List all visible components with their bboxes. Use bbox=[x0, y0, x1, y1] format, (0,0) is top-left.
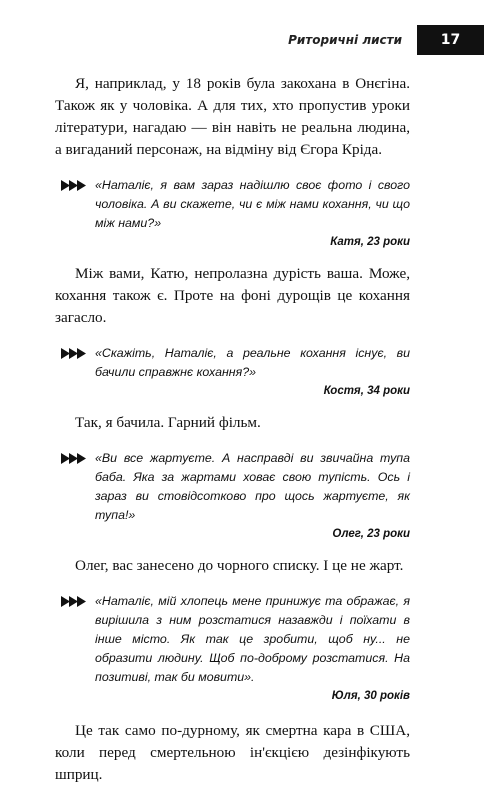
letter-4-author: Юля, 30 років bbox=[331, 690, 410, 702]
paragraph-4: Олег, вас занесено до чорного списку. І це не жарт. bbox=[75, 557, 404, 574]
letter-3-text: «Ви все жартуєте. А насправді ви звичайна тупа баба. Яка за жартами ховає свою тупість. Ось і зараз ви стовідсотково про щось жартуєте, як тупа!» bbox=[95, 451, 410, 522]
reader-letter-4 bbox=[55, 592, 410, 702]
reader-letter-2 bbox=[55, 344, 410, 397]
letter-3-author: Олег, 23 роки bbox=[332, 528, 410, 540]
page-number-box bbox=[417, 25, 484, 55]
letter-1-author: Катя, 23 роки bbox=[330, 236, 410, 248]
letter-1-text: «Наталіє, я вам зараз надішлю своє фото і свого чоловіка. А ви скажете, чи є між нами кохання, чи що між нами?» bbox=[95, 178, 410, 230]
letter-2-text: «Скажіть, Наталіє, а реальне кохання існує, ви бачили справжнє кохання?» bbox=[95, 346, 410, 379]
triple-chevron-right-icon bbox=[61, 596, 89, 607]
triple-chevron-right-icon bbox=[61, 180, 89, 191]
page-content bbox=[55, 73, 410, 786]
triple-chevron-right-icon bbox=[61, 453, 89, 464]
triple-chevron-right-icon bbox=[61, 348, 89, 359]
reader-letter-1 bbox=[55, 176, 410, 248]
paragraph-5: Це так само по-дурному, як смертна кара в США, коли перед смертельною ін'єкцією дезінфікують шприц. bbox=[55, 722, 410, 783]
letter-2-author: Костя, 34 роки bbox=[323, 385, 410, 397]
paragraph-2: Між вами, Катю, непролазна дурість ваша. Може, кохання також є. Проте на фоні дурощів це кохання загасло. bbox=[55, 265, 410, 326]
reader-letter-3 bbox=[55, 449, 410, 540]
page-number: 17 bbox=[440, 32, 461, 48]
paragraph-3: Так, я бачила. Гарний фільм. bbox=[75, 414, 261, 431]
running-title: Риторичні листи bbox=[288, 33, 402, 47]
paragraph-1: Я, наприклад, у 18 років була закохана в Онєгіна. Також як у чоловіка. А для тих, хто пропустив уроки літератури, нагадаю — він навіть не реальна людина, а вигаданий персонаж, на відміну від Єгора Кріда. bbox=[55, 75, 410, 158]
letter-4-text: «Наталіє, мій хлопець мене принижує та ображає, я вирішила з ним розстатися назавжди і поїхати в інше місто. Як так це зробити, щоб ну... не образити людину. Щоб по-доброму розстатися. На позитиві, так би мовити». bbox=[95, 594, 410, 684]
